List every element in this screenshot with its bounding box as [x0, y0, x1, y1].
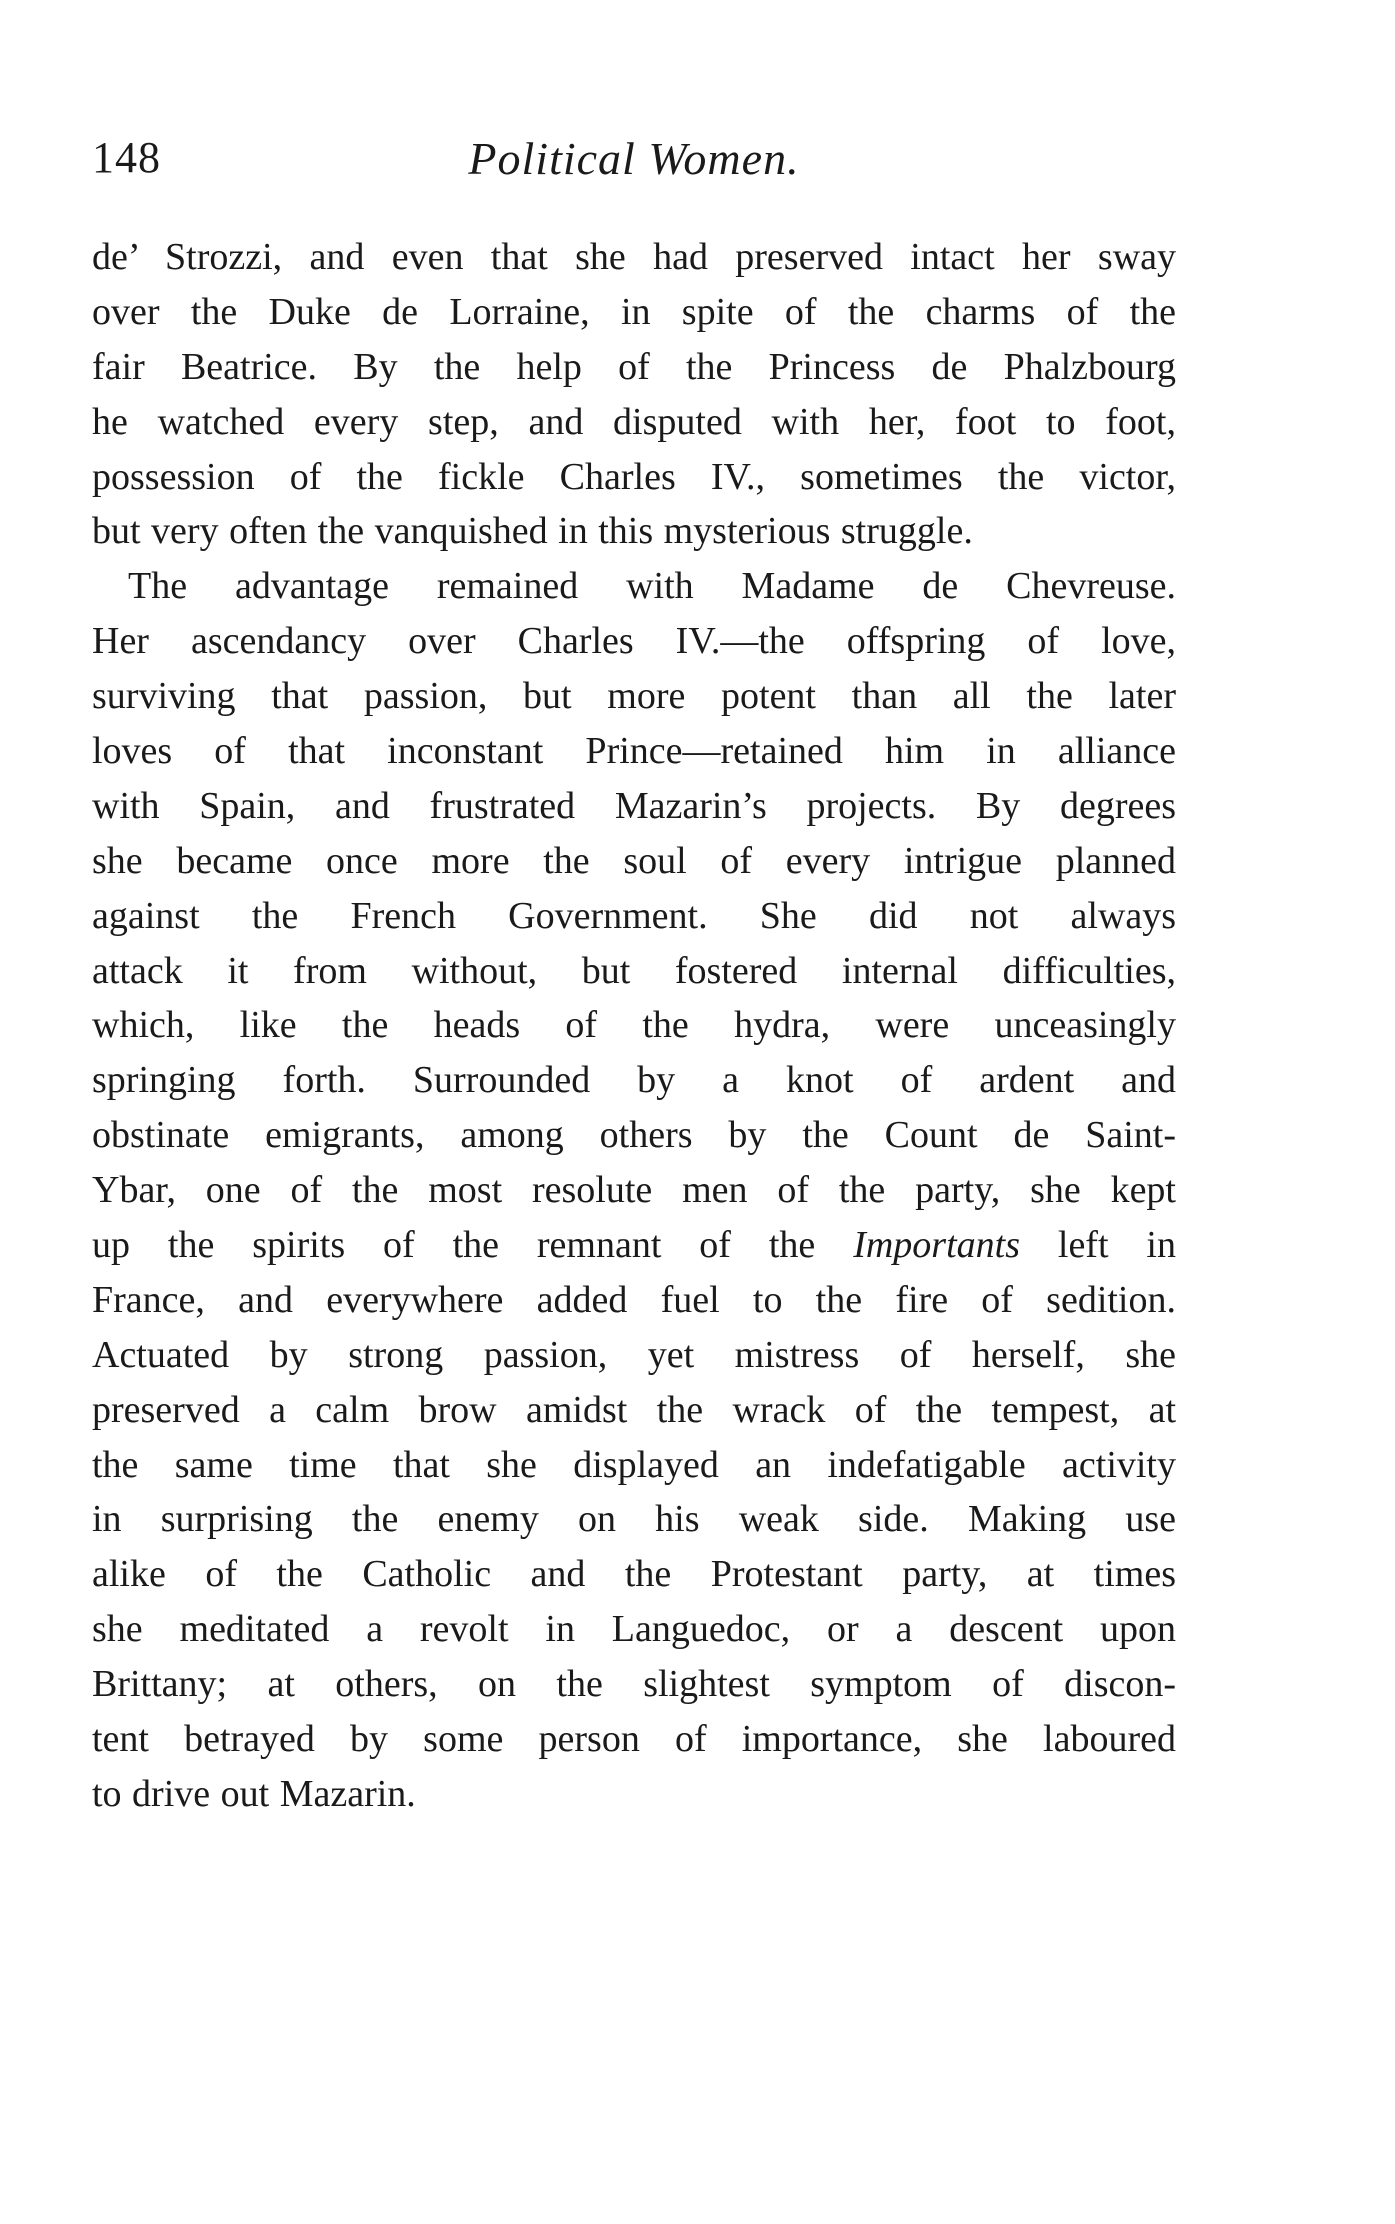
text-line: attack it from without, but fostered internal difficulties, [92, 949, 1176, 992]
paragraph-2 [92, 559, 1176, 1821]
text-line: alike of the Catholic and the Protestant party, at times [92, 1553, 1176, 1596]
text-line: but very often the vanquished in this mysterious struggle. [92, 510, 973, 553]
body-text [92, 230, 1176, 1822]
text-line: she meditated a revolt in Languedoc, or a descent upon [92, 1608, 1176, 1651]
text-line: over the Duke de Lorraine, in spite of the charms of the [92, 290, 1176, 333]
text-line: Actuated by strong passion, yet mistress of herself, she [92, 1333, 1176, 1376]
text-segment: left in [1019, 1224, 1176, 1267]
text-line: loves of that inconstant Prince—retained him in alliance [92, 730, 1176, 773]
text-line: preserved a calm brow amidst the wrack of the tempest, at [92, 1388, 1176, 1431]
text-line: she became once more the soul of every intrigue planned [92, 839, 1176, 882]
text-line: to drive out Mazarin. [92, 1772, 416, 1815]
text-line: with Spain, and frustrated Mazarin’s projects. By degrees [92, 784, 1176, 827]
text-line: de’ Strozzi, and even that she had preserved intact her sway [92, 236, 1176, 278]
text-segment: up the spirits of the remnant of the [92, 1224, 854, 1267]
text-line: Ybar, one of the most resolute men of the party, she kept [92, 1169, 1176, 1212]
paragraph-1 [92, 230, 1176, 559]
text-line: tent betrayed by some person of importance, she laboured [92, 1718, 1176, 1761]
text-line: springing forth. Surrounded by a knot of ardent and [92, 1059, 1176, 1102]
italic-term: Importants [853, 1224, 1020, 1267]
text-line-with-italic [92, 1218, 1176, 1273]
page-number: 148 [92, 133, 161, 182]
text-line: in surprising the enemy on his weak side. Making use [92, 1498, 1176, 1541]
running-head [92, 132, 1176, 192]
text-line: he watched every step, and disputed with her, foot to foot, [92, 400, 1176, 443]
text-line: Her ascendancy over Charles IV.—the offspring of love, [92, 620, 1176, 663]
text-line: surviving that passion, but more potent than all the later [92, 675, 1176, 718]
running-title: Political Women. [468, 133, 800, 184]
text-line: fair Beatrice. By the help of the Princess de Phalzbourg [92, 345, 1176, 388]
text-line: France, and everywhere added fuel to the fire of sedition. [92, 1278, 1176, 1321]
text-line: possession of the fickle Charles IV., sometimes the victor, [92, 455, 1176, 498]
text-line: the same time that she displayed an indefatigable activity [92, 1443, 1176, 1486]
text-line: Brittany; at others, on the slightest symptom of discon- [92, 1663, 1176, 1706]
text-line: against the French Government. She did not always [92, 894, 1176, 937]
text-line: obstinate emigrants, among others by the Count de Saint- [92, 1114, 1176, 1157]
text-line: The advantage remained with Madame de Chevreuse. [128, 565, 1176, 608]
text-line: which, like the heads of the hydra, were unceasingly [92, 1004, 1176, 1047]
